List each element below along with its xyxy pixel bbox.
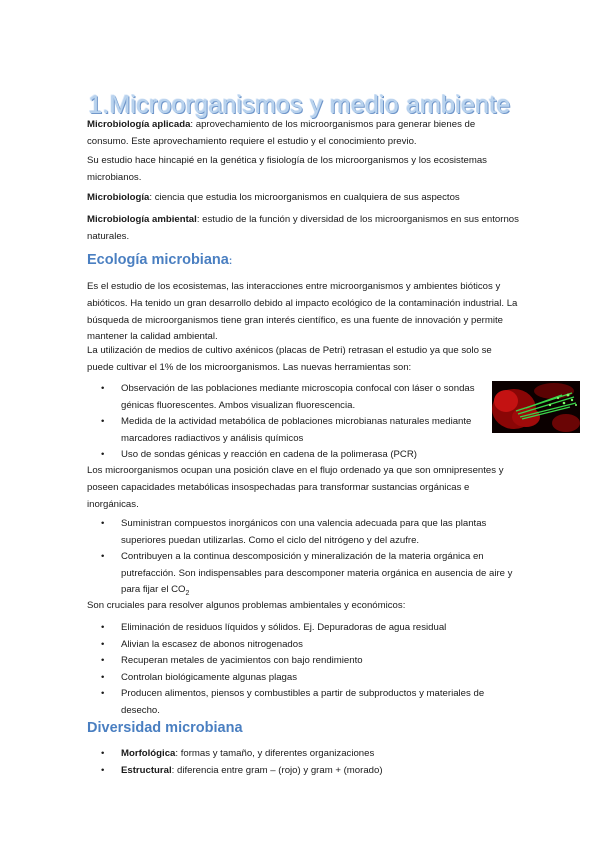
intro-paragraph-2: Su estudio hace hincapié en la genética y fisiología de los microorganismos y los ecosistemas microbianos. — [87, 155, 487, 183]
intro-paragraph-4: Microbiología ambiental: estudio de la función y diversidad de los microorganismos en sus entornos naturales. — [87, 214, 519, 242]
term-microbiologia-aplicada: Microbiología aplicada — [87, 119, 191, 130]
list-item: • Recuperan metales de yacimientos con bajo rendimiento — [101, 655, 363, 667]
term-microbiologia: Microbiología — [87, 192, 150, 203]
list-item: • Contribuyen a la continua descomposición y mineralización de la materia orgánica en putrefacción. Son indispensables para descomponer materia orgánica en ausencia de aire y para fijar el $CO_2$ — [101, 551, 513, 598]
diversity-list — [87, 746, 519, 779]
ecologia-paragraph-4: Son cruciales para resolver algunos problemas ambientales y económicos: — [87, 600, 406, 611]
list-item: • Estructural: diferencia entre gram – (rojo) y gram + (morado) — [101, 764, 383, 776]
document-title: 1.Microorganismos y medio ambiente — [88, 90, 511, 119]
list-item: • Producen alimentos, piensos y combustibles a partir de subproductos y materiales de desecho. — [101, 688, 485, 716]
ecologia-paragraph-1: Es el estudio de los ecosistemas, las interacciones entre microorganismos y ambientes bióticos y abióticos. Ha tenido un gran desarrollo debido al impacto ecológico de la contaminación industrial. La búsqueda de microorganismos tiene gran interés científico, es una fuente de innovación y permite mantener la calidad ambiental. — [87, 281, 518, 343]
list-item: • Medida de la actividad metabólica de poblaciones microbianas naturales mediante marcadores radiactivos y análisis químicos — [101, 416, 472, 444]
list-item: • Uso de sondas génicas y reacción en cadena de la polimerasa (PCR) — [101, 449, 417, 461]
ecologia-paragraph-3: Los microorganismos ocupan una posición clave en el flujo ordenado ya que son omnipresentes y poseen capacidades metabólicas insospechadas para transformar sustancias orgánicas e inorgánicas. — [87, 465, 504, 510]
intro-paragraph-1: Microbiología aplicada: aprovechamiento de los microorganismos para generar bienes de consumo. Este aprovechamiento requiere el estudio y el conocimiento previo. — [87, 119, 476, 147]
list-item: • Suministran compuestos inorgánicos con una valencia adecuada para que las plantas superiores puedan utilizarlas. Como el ciclo del nitrógeno y del azufre. — [101, 518, 487, 546]
ecologia-paragraph-2: La utilización de medios de cultivo axénicos (placas de Petri) retrasan el estudio ya que solo se puede cultivar el 1% de los microorganismos. Las nuevas herramientas son: — [87, 345, 492, 373]
term-microbiologia-ambiental: Microbiología ambiental — [87, 214, 197, 225]
list-item: • Morfológica: formas y tamaño, y diferentes organizaciones — [101, 748, 375, 759]
heading-diversidad-microbiana: Diversidad microbiana — [87, 720, 243, 736]
list-item: • Controlan biológicamente algunas plagas — [101, 671, 298, 683]
heading-ecologia-microbiana: Ecología microbiana: — [87, 252, 233, 268]
micrograph-illustration — [492, 381, 580, 433]
list-item: • Eliminación de residuos líquidos y sólidos. Ej. Depuradoras de agua residual — [101, 622, 447, 633]
problems-list — [87, 620, 519, 720]
roles-list — [87, 516, 519, 603]
tools-list — [87, 381, 487, 464]
confocal-micrograph-image — [492, 381, 580, 433]
intro-paragraph-3: Microbiología: ciencia que estudia los microorganismos en cualquiera de sus aspectos — [87, 192, 460, 203]
list-item: • Alivian la escasez de abonos nitrogenados — [101, 638, 303, 650]
list-item: • Observación de las poblaciones mediante microscopia confocal con láser o sondas génicas fluorescentes. Ambos visualizan fluorescencia. — [101, 383, 475, 411]
